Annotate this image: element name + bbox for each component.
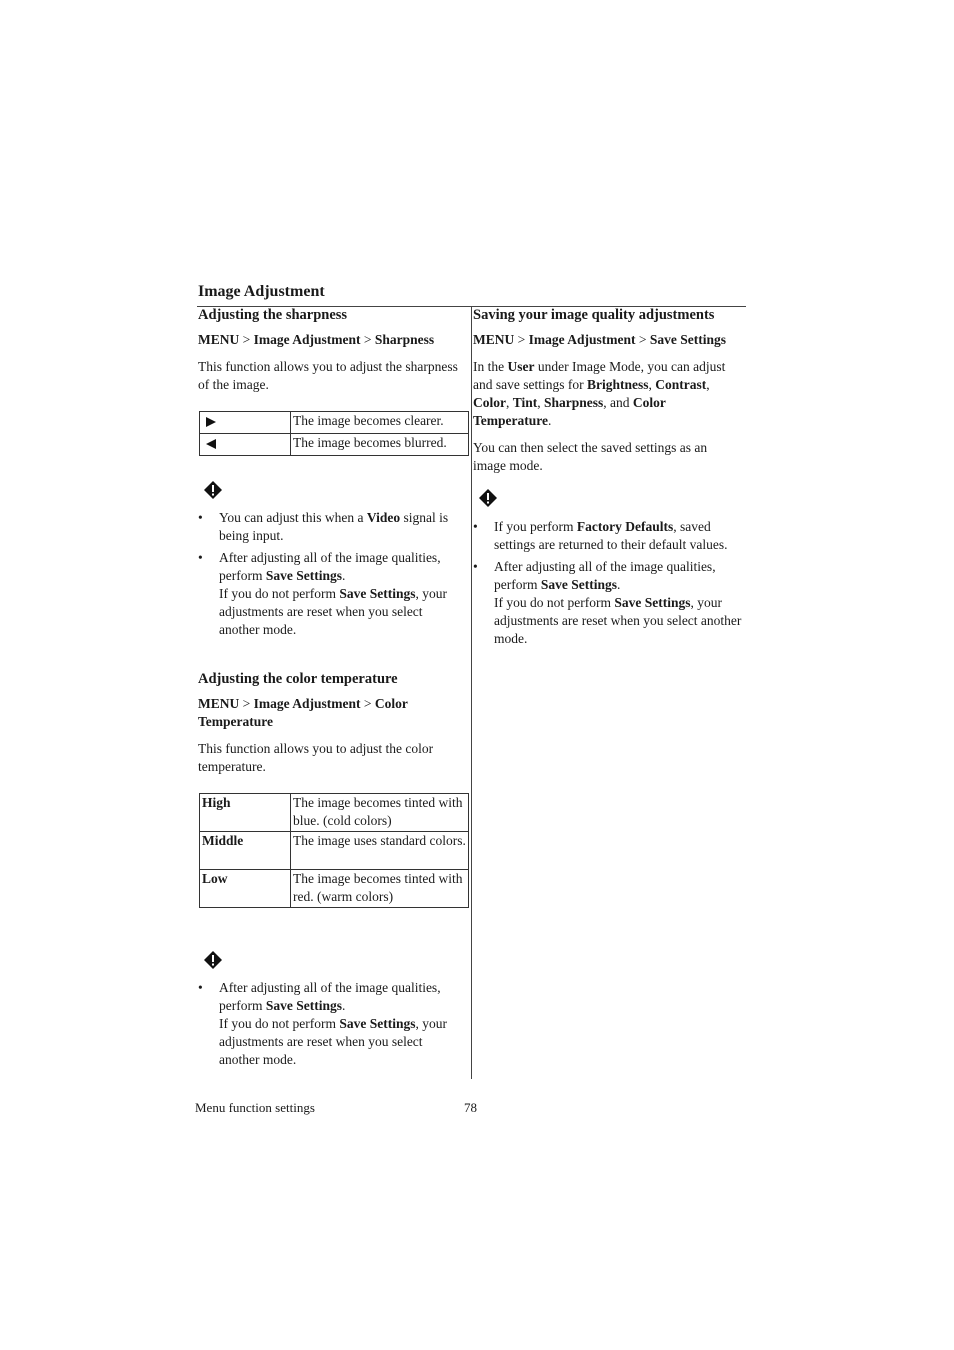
- note-item: [198, 979, 466, 1069]
- note-item: [473, 558, 746, 648]
- path-sep: >: [360, 696, 375, 711]
- bullet-icon: •: [198, 550, 203, 565]
- note-item: [198, 509, 466, 545]
- save-settings-notes: [473, 518, 746, 652]
- sharpness-description: This function allows you to adjust the sharpness of the image.: [198, 359, 458, 392]
- text-run: ,: [706, 377, 710, 392]
- table-row: [200, 832, 469, 870]
- bullet-icon: •: [198, 510, 203, 525]
- table-row: [200, 412, 469, 434]
- path-item: Sharpness: [374, 332, 435, 347]
- color-temperature-table: [199, 793, 469, 908]
- bold-term: Color Temperature: [473, 395, 666, 428]
- text-run: .: [342, 998, 346, 1013]
- path-sep: >: [239, 696, 254, 711]
- sharpness-menu-path: [198, 331, 466, 349]
- text-run: , and: [603, 395, 633, 410]
- table-key-cell: [200, 412, 291, 434]
- note-item: [198, 549, 466, 639]
- bullet-icon: •: [473, 519, 478, 534]
- path-item: Save Settings: [649, 332, 727, 347]
- text-run: .: [617, 577, 621, 592]
- sharpness-table: [199, 411, 469, 456]
- save-settings-description: [473, 358, 745, 430]
- save-settings-menu-path: [473, 331, 746, 349]
- table-key-cell: Low: [200, 870, 291, 908]
- warning-diamond-icon: [478, 488, 498, 513]
- table-key-cell: Middle: [200, 832, 291, 870]
- path-category: Image Adjustment: [253, 332, 361, 347]
- color-temperature-heading: Adjusting the color temperature: [198, 671, 398, 687]
- table-key-cell: [200, 434, 291, 456]
- bold-term: Save Settings: [265, 998, 342, 1013]
- save-settings-heading: Saving your image quality adjustments: [473, 307, 715, 323]
- text-run: If you perform: [494, 519, 577, 534]
- bold-term: Contrast: [655, 377, 707, 392]
- path-sep: >: [514, 332, 529, 347]
- path-category: Image Adjustment: [253, 696, 361, 711]
- text-run: After adjusting all of the image qualities, perform: [494, 559, 716, 592]
- text-run: ,: [537, 395, 545, 410]
- bold-term: Brightness: [586, 377, 649, 392]
- text-run: ,: [648, 377, 656, 392]
- save-settings-description-2: You can then select the saved settings as an image mode.: [473, 440, 708, 473]
- text-run: If you do not perform: [219, 1016, 340, 1031]
- path-category: Image Adjustment: [528, 332, 636, 347]
- column-divider: [471, 306, 472, 1079]
- table-row: [200, 434, 469, 456]
- table-value-cell: The image becomes blurred.: [291, 434, 469, 456]
- table-value-cell: The image becomes tinted with red. (warm colors): [291, 870, 469, 908]
- color-temperature-menu-path: [198, 695, 458, 731]
- table-key-cell: High: [200, 794, 291, 832]
- bold-term: Save Settings: [265, 568, 342, 583]
- path-sep: >: [239, 332, 254, 347]
- bold-term: Save Settings: [339, 586, 416, 601]
- sharpness-notes: [198, 509, 466, 643]
- text-run: signal is being input.: [219, 510, 449, 543]
- text-run: ,: [506, 395, 513, 410]
- path-sep: >: [360, 332, 375, 347]
- bold-term: Video: [366, 510, 401, 525]
- path-sep: >: [635, 332, 650, 347]
- text-run: , saved settings are returned to their default values.: [494, 519, 728, 552]
- path-menu: MENU: [198, 332, 240, 347]
- text-run: .: [548, 413, 552, 428]
- text-run: If you do not perform: [219, 586, 340, 601]
- bullet-icon: •: [198, 980, 203, 995]
- color-temperature-description: This function allows you to adjust the color temperature.: [198, 741, 434, 774]
- sharpness-heading: Adjusting the sharpness: [198, 307, 348, 323]
- text-run: You can adjust this when a: [219, 510, 367, 525]
- text-run: under Image Mode, you can adjust and save settings for: [473, 359, 726, 392]
- bold-term: Save Settings: [339, 1016, 416, 1031]
- warning-diamond-icon: [203, 480, 223, 505]
- section-title: Image Adjustment: [198, 283, 325, 300]
- bold-term: Sharpness: [544, 395, 604, 410]
- text-run: , your adjustments are reset when you select another mode.: [219, 586, 447, 637]
- table-value-cell: The image uses standard colors.: [291, 832, 469, 870]
- text-run: In the: [473, 359, 508, 374]
- note-item: [473, 518, 746, 554]
- bold-term: Color: [473, 395, 506, 410]
- text-run: After adjusting all of the image qualities, perform: [219, 980, 441, 1013]
- text-run: After adjusting all of the image qualities, perform: [219, 550, 441, 583]
- text-run: .: [342, 568, 346, 583]
- path-item: Color Temperature: [198, 696, 408, 729]
- bold-term: Save Settings: [540, 577, 617, 592]
- bold-term: Tint: [512, 395, 538, 410]
- path-menu: MENU: [473, 332, 515, 347]
- footer-section-name: Menu function settings: [195, 1100, 315, 1115]
- table-value-cell: The image becomes clearer.: [291, 412, 469, 434]
- left-triangle-icon: [206, 439, 216, 449]
- path-menu: MENU: [198, 696, 240, 711]
- text-run: , your adjustments are reset when you select another mode.: [494, 595, 742, 646]
- table-value-cell: The image becomes tinted with blue. (cold colors): [291, 794, 469, 832]
- bullet-icon: •: [473, 559, 478, 574]
- table-row: [200, 794, 469, 832]
- bold-term: Factory Defaults: [576, 519, 674, 534]
- text-run: If you do not perform: [494, 595, 615, 610]
- warning-diamond-icon: [203, 950, 223, 975]
- page-number: 78: [464, 1100, 477, 1115]
- right-triangle-icon: [206, 417, 216, 427]
- text-run: , your adjustments are reset when you select another mode.: [219, 1016, 447, 1067]
- table-row: [200, 870, 469, 908]
- bold-term: Save Settings: [614, 595, 691, 610]
- color-temperature-notes: [198, 979, 466, 1073]
- bold-term: User: [507, 359, 535, 374]
